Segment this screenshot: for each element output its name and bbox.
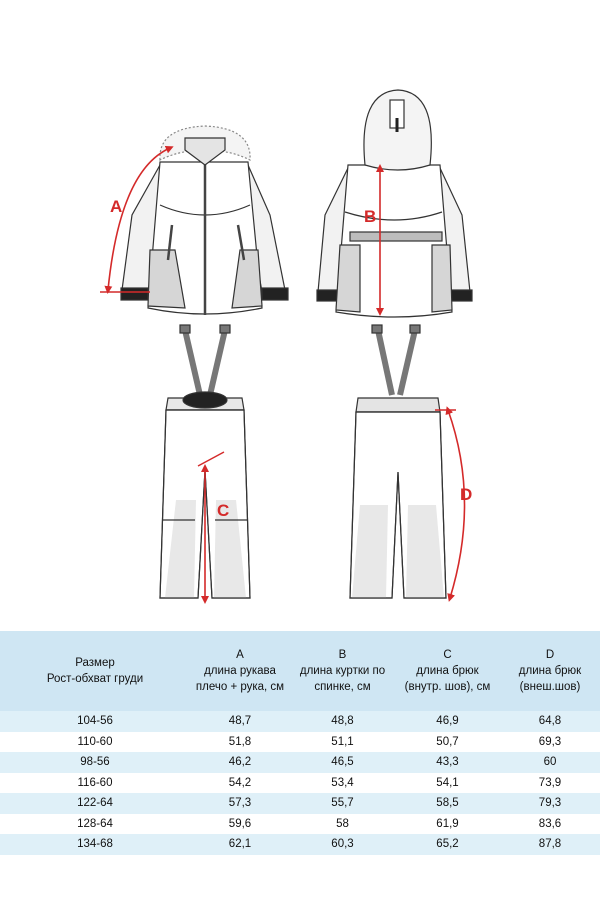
table-header-row xyxy=(0,631,600,711)
label-a: A xyxy=(110,197,123,216)
cell-d: 64,8 xyxy=(500,711,600,732)
cell-size: 104-56 xyxy=(0,711,190,732)
cell-a: 54,2 xyxy=(190,773,290,794)
cell-c: 65,2 xyxy=(395,834,500,855)
cell-d: 69,3 xyxy=(500,732,600,753)
cell-a: 59,6 xyxy=(190,814,290,835)
cell-d: 83,6 xyxy=(500,814,600,835)
table-row xyxy=(0,732,600,753)
cell-d: 73,9 xyxy=(500,773,600,794)
cell-size: 110-60 xyxy=(0,732,190,753)
cell-a: 57,3 xyxy=(190,793,290,814)
table-row xyxy=(0,773,600,794)
header-c: C длина брюк (внутр. шов), см xyxy=(395,631,500,711)
table-row xyxy=(0,752,600,773)
cell-a: 62,1 xyxy=(190,834,290,855)
table-row xyxy=(0,793,600,814)
cell-c: 46,9 xyxy=(395,711,500,732)
cell-c: 54,1 xyxy=(395,773,500,794)
table-row xyxy=(0,711,600,732)
label-b: B xyxy=(364,207,377,226)
header-b: B длина куртки по спинке, см xyxy=(290,631,395,711)
table-row xyxy=(0,814,600,835)
cell-b: 58 xyxy=(290,814,395,835)
cell-d: 60 xyxy=(500,752,600,773)
pants-back xyxy=(350,325,446,598)
cell-b: 46,5 xyxy=(290,752,395,773)
cell-b: 55,7 xyxy=(290,793,395,814)
cell-size: 98-56 xyxy=(0,752,190,773)
cell-a: 51,8 xyxy=(190,732,290,753)
cell-b: 51,1 xyxy=(290,732,395,753)
cell-a: 46,2 xyxy=(190,752,290,773)
label-c: C xyxy=(217,501,230,520)
label-d: D xyxy=(460,485,473,504)
cell-b: 48,8 xyxy=(290,711,395,732)
jacket-front xyxy=(121,126,288,315)
table-row xyxy=(0,834,600,855)
cell-c: 61,9 xyxy=(395,814,500,835)
cell-d: 79,3 xyxy=(500,793,600,814)
cell-size: 134-68 xyxy=(0,834,190,855)
size-table xyxy=(0,631,600,855)
jacket-back xyxy=(317,90,472,317)
cell-b: 53,4 xyxy=(290,773,395,794)
cell-c: 43,3 xyxy=(395,752,500,773)
cell-size: 122-64 xyxy=(0,793,190,814)
header-a: A длина рукава плечо + рука, см xyxy=(190,631,290,711)
header-size: Размер Рост-обхват груди xyxy=(0,631,190,711)
cell-size: 116-60 xyxy=(0,773,190,794)
cell-d: 87,8 xyxy=(500,834,600,855)
cell-b: 60,3 xyxy=(290,834,395,855)
cell-c: 50,7 xyxy=(395,732,500,753)
cell-c: 58,5 xyxy=(395,793,500,814)
header-d: D длина брюк (внеш.шов) xyxy=(500,631,600,711)
cell-size: 128-64 xyxy=(0,814,190,835)
cell-a: 48,7 xyxy=(190,711,290,732)
